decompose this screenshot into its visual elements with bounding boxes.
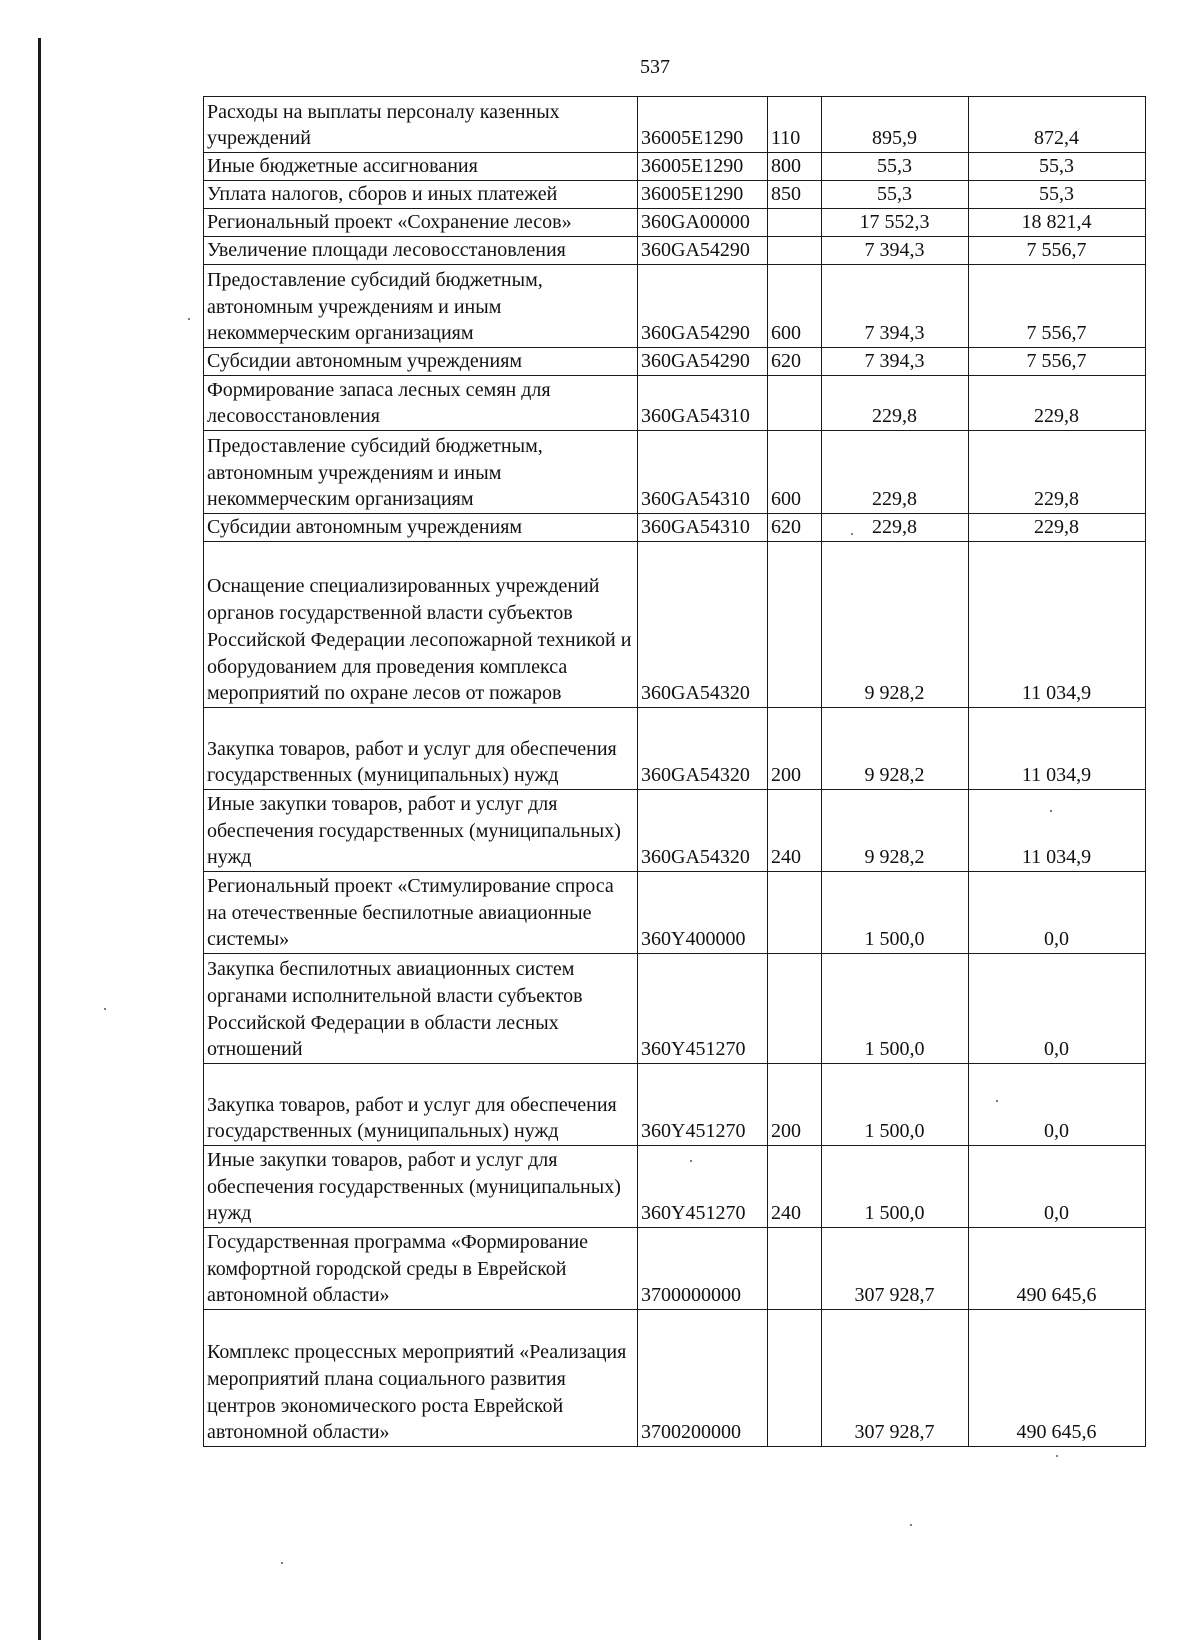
row-code-cell: 360GA00000	[638, 209, 768, 237]
table-row	[204, 431, 1146, 514]
table-row	[204, 181, 1146, 209]
row-type-cell: 800	[768, 153, 822, 181]
row-value1-cell: 55,3	[822, 153, 969, 181]
row-code-cell: 360GA54310	[638, 376, 768, 431]
row-value2-cell: 7 556,7	[969, 265, 1146, 348]
table-row	[204, 790, 1146, 872]
row-code-cell: 36005E1290	[638, 153, 768, 181]
row-name-cell: Региональный проект «Сохранение лесов»	[204, 209, 638, 237]
table-row	[204, 1064, 1146, 1146]
row-value2-cell: 11 034,9	[969, 790, 1146, 872]
row-code-cell: 360GA54290	[638, 237, 768, 265]
row-code-cell: 360GA54290	[638, 348, 768, 376]
row-value1-cell: 9 928,2	[822, 542, 969, 708]
row-code-cell: 3700200000	[638, 1310, 768, 1447]
row-type-cell	[768, 1228, 822, 1310]
row-type-cell: 200	[768, 1064, 822, 1146]
row-value1-cell: 1 500,0	[822, 1064, 969, 1146]
row-value1-cell: 895,9	[822, 97, 969, 153]
row-value2-cell: 0,0	[969, 1064, 1146, 1146]
row-value2-cell: 229,8	[969, 376, 1146, 431]
scan-speck	[1050, 810, 1052, 812]
row-value1-cell: 1 500,0	[822, 954, 969, 1064]
row-type-cell	[768, 209, 822, 237]
row-code-cell: 360GA54320	[638, 790, 768, 872]
table-row	[204, 1146, 1146, 1228]
row-name-cell: Региональный проект «Стимулирование спроса на отечественные беспилотные авиационные системы»	[204, 872, 638, 954]
row-type-cell: 200	[768, 708, 822, 790]
row-value2-cell: 55,3	[969, 153, 1146, 181]
table-row	[204, 1228, 1146, 1310]
row-type-cell: 600	[768, 265, 822, 348]
row-value2-cell: 0,0	[969, 1146, 1146, 1228]
table-row	[204, 872, 1146, 954]
table-row	[204, 237, 1146, 265]
row-name-cell: Субсидии автономным учреждениям	[204, 348, 638, 376]
row-value2-cell: 0,0	[969, 954, 1146, 1064]
row-value2-cell: 872,4	[969, 97, 1146, 153]
row-value2-cell: 229,8	[969, 514, 1146, 542]
row-value2-cell: 55,3	[969, 181, 1146, 209]
row-name-cell: Предоставление субсидий бюджетным, автономным учреждениям и иным некоммерческим организациям	[204, 431, 638, 514]
row-type-cell: 620	[768, 348, 822, 376]
row-value2-cell: 7 556,7	[969, 348, 1146, 376]
row-type-cell: 620	[768, 514, 822, 542]
row-value1-cell: 7 394,3	[822, 348, 969, 376]
table-row	[204, 708, 1146, 790]
row-type-cell	[768, 542, 822, 708]
row-value2-cell: 11 034,9	[969, 708, 1146, 790]
row-code-cell: 360GA54310	[638, 514, 768, 542]
row-type-cell: 110	[768, 97, 822, 153]
row-code-cell: 3700000000	[638, 1228, 768, 1310]
scan-speck	[104, 1008, 106, 1010]
row-name-cell: Закупка беспилотных авиационных систем органами исполнительной власти субъектов Российской Федерации в области лесных отношений	[204, 954, 638, 1064]
row-name-cell: Формирование запаса лесных семян для лесовосстановления	[204, 376, 638, 431]
row-value1-cell: 307 928,7	[822, 1228, 969, 1310]
row-name-cell: Государственная программа «Формирование комфортной городской среды в Еврейской автономной области»	[204, 1228, 638, 1310]
row-type-cell: 850	[768, 181, 822, 209]
row-value1-cell: 7 394,3	[822, 265, 969, 348]
budget-table	[203, 96, 1146, 1447]
row-code-cell: 360Y451270	[638, 954, 768, 1064]
row-value1-cell: 1 500,0	[822, 872, 969, 954]
page-number: 537	[640, 56, 670, 78]
row-value1-cell: 229,8	[822, 431, 969, 514]
binding-edge-line	[38, 38, 41, 1640]
scan-speck	[690, 1160, 692, 1162]
row-name-cell: Субсидии автономным учреждениям	[204, 514, 638, 542]
table-row	[204, 209, 1146, 237]
row-type-cell	[768, 954, 822, 1064]
row-code-cell: 36005E1290	[638, 97, 768, 153]
row-value1-cell: 229,8	[822, 514, 969, 542]
row-name-cell: Увеличение площади лесовосстановления	[204, 237, 638, 265]
table-row	[204, 348, 1146, 376]
row-code-cell: 360Y451270	[638, 1064, 768, 1146]
row-name-cell: Закупка товаров, работ и услуг для обеспечения государственных (муниципальных) нужд	[204, 1064, 638, 1146]
row-name-cell: Предоставление субсидий бюджетным, автономным учреждениям и иным некоммерческим организациям	[204, 265, 638, 348]
row-value2-cell: 229,8	[969, 431, 1146, 514]
row-type-cell: 240	[768, 1146, 822, 1228]
row-code-cell: 360GA54290	[638, 265, 768, 348]
row-value1-cell: 17 552,3	[822, 209, 969, 237]
row-name-cell: Расходы на выплаты персоналу казенных учреждений	[204, 97, 638, 153]
row-code-cell: 360Y451270	[638, 1146, 768, 1228]
row-value2-cell: 490 645,6	[969, 1310, 1146, 1447]
row-code-cell: 360GA54320	[638, 542, 768, 708]
row-value2-cell: 18 821,4	[969, 209, 1146, 237]
row-code-cell: 360GA54310	[638, 431, 768, 514]
row-name-cell: Оснащение специализированных учреждений органов государственной власти субъектов Российской Федерации лесопожарной техникой и оборудованием для проведения комплекса мероприятий по охране лесов от пожаров	[204, 542, 638, 708]
table-row	[204, 514, 1146, 542]
row-type-cell: 240	[768, 790, 822, 872]
row-value1-cell: 229,8	[822, 376, 969, 431]
table-row	[204, 265, 1146, 348]
table-row	[204, 97, 1146, 153]
row-value1-cell: 9 928,2	[822, 708, 969, 790]
row-name-cell: Иные бюджетные ассигнования	[204, 153, 638, 181]
row-code-cell: 360Y400000	[638, 872, 768, 954]
table-row	[204, 1310, 1146, 1447]
row-type-cell	[768, 376, 822, 431]
row-value1-cell: 55,3	[822, 181, 969, 209]
row-type-cell	[768, 1310, 822, 1447]
row-name-cell: Уплата налогов, сборов и иных платежей	[204, 181, 638, 209]
budget-table-body	[204, 97, 1146, 1447]
table-row	[204, 954, 1146, 1064]
row-name-cell: Закупка товаров, работ и услуг для обеспечения государственных (муниципальных) нужд	[204, 708, 638, 790]
row-name-cell: Комплекс процессных мероприятий «Реализация мероприятий плана социального развития центров экономического роста Еврейской автономной области»	[204, 1310, 638, 1447]
scan-speck	[188, 318, 190, 320]
scan-speck	[1056, 1455, 1058, 1457]
row-type-cell: 600	[768, 431, 822, 514]
row-value2-cell: 490 645,6	[969, 1228, 1146, 1310]
scan-speck	[910, 1524, 912, 1526]
scan-speck	[996, 1100, 998, 1102]
row-type-cell	[768, 872, 822, 954]
row-code-cell: 36005E1290	[638, 181, 768, 209]
scan-speck	[851, 533, 853, 535]
row-type-cell	[768, 237, 822, 265]
row-value2-cell: 11 034,9	[969, 542, 1146, 708]
table-row	[204, 542, 1146, 708]
row-value2-cell: 7 556,7	[969, 237, 1146, 265]
scan-speck	[281, 1562, 283, 1564]
row-value1-cell: 307 928,7	[822, 1310, 969, 1447]
table-row	[204, 153, 1146, 181]
row-name-cell: Иные закупки товаров, работ и услуг для обеспечения государственных (муниципальных) нужд	[204, 1146, 638, 1228]
row-value1-cell: 9 928,2	[822, 790, 969, 872]
row-value1-cell: 7 394,3	[822, 237, 969, 265]
row-name-cell: Иные закупки товаров, работ и услуг для обеспечения государственных (муниципальных) нужд	[204, 790, 638, 872]
row-code-cell: 360GA54320	[638, 708, 768, 790]
row-value1-cell: 1 500,0	[822, 1146, 969, 1228]
table-row	[204, 376, 1146, 431]
row-value2-cell: 0,0	[969, 872, 1146, 954]
